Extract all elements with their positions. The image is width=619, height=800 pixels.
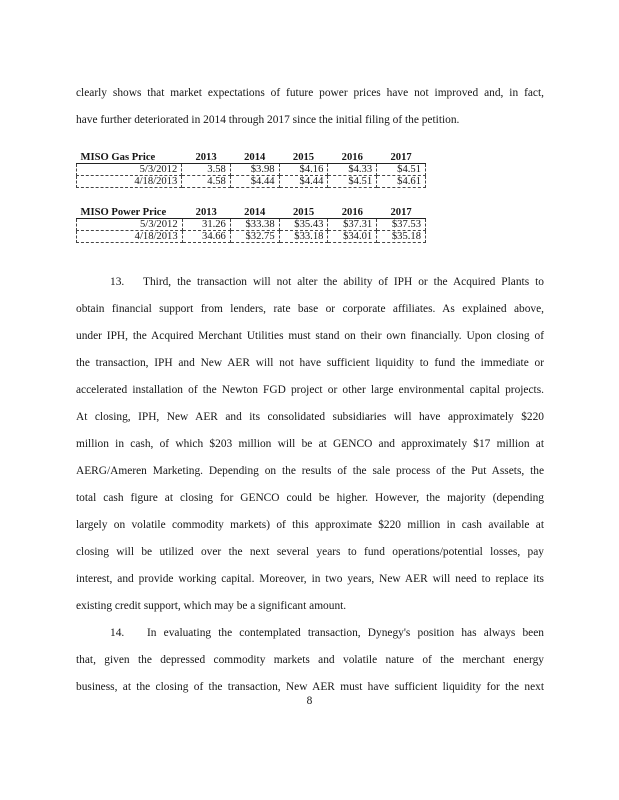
power-year: 2017: [377, 207, 426, 219]
gas-year: 2016: [328, 152, 377, 164]
power-table-title: MISO Power Price: [77, 207, 183, 219]
table-row: [77, 164, 426, 176]
para13-line-2: obtain financial support from lenders, rate base or corporate affiliates. As explained above,: [76, 303, 544, 315]
para13-line-10: largely on volatile commodity markets) of this approximate $220 million in cash available at: [76, 519, 544, 531]
intro-line-2: have further deteriorated in 2014 through 2017 since the initial filing of the petition.: [76, 114, 460, 126]
para13-text: Third, the transaction will not alter the ability of IPH or the Acquired Plants to: [143, 276, 544, 288]
cell: $35.43: [279, 219, 328, 231]
gas-year: 2015: [279, 152, 328, 164]
cell: $4.44: [230, 176, 279, 188]
cell: $4.51: [377, 164, 426, 176]
gas-year: 2013: [182, 152, 231, 164]
row-date: 4/18/2013: [77, 231, 183, 243]
para13-line-11: closing will be utilized over the next several years to fund operations/potential losses, pay: [76, 546, 544, 558]
power-year: 2013: [182, 207, 230, 219]
cell: $4.51: [328, 176, 377, 188]
para13-line-7: million in cash, of which $203 million will be at GENCO and approximately $17 million at: [76, 438, 544, 450]
page-number: 8: [306, 695, 313, 707]
paragraph-number: 14.: [110, 627, 125, 639]
para13-line-5: accelerated installation of the Newton FGD project or other large environmental capital projects.: [76, 384, 544, 396]
para13-line-3: under IPH, the Acquired Merchant Utilities must stand on their own financially. Upon closing of: [76, 330, 544, 342]
cell: 31.26: [182, 219, 230, 231]
cell: $4.33: [328, 164, 377, 176]
power-year: 2015: [279, 207, 328, 219]
power-year: 2016: [328, 207, 377, 219]
para13-line-4: the transaction, IPH and New AER will not have sufficient liquidity to fund the immediate or: [76, 357, 544, 369]
para13-line-6: At closing, IPH, New AER and its consolidated subsidiaries will have approximately $220: [76, 411, 544, 423]
cell: $34.01: [328, 231, 377, 243]
table-row: [77, 231, 426, 243]
para13-line-12: interest, and provide working capital. Moreover, in two years, New AER will need to replace its: [76, 573, 544, 585]
row-date: 4/18/2013: [77, 176, 182, 188]
cell: $37.31: [328, 219, 377, 231]
cell: 34.66: [182, 231, 230, 243]
cell: $32.75: [230, 231, 279, 243]
para14-line-2: that, given the depressed commodity markets and volatile nature of the merchant energy: [76, 654, 544, 666]
gas-price-table: [76, 152, 426, 188]
cell: $4.61: [377, 176, 426, 188]
paragraph-number: 13.: [110, 276, 125, 288]
para13-line-9: total cash figure at closing for GENCO could be higher. However, the majority (depending: [76, 492, 544, 504]
table-row: [77, 176, 426, 188]
para14-line-3: business, at the closing of the transaction, New AER must have sufficient liquidity for the next: [76, 681, 544, 693]
row-date: 5/3/2012: [77, 219, 183, 231]
row-date: 5/3/2012: [77, 164, 182, 176]
cell: $3.98: [230, 164, 279, 176]
gas-year: 2017: [377, 152, 426, 164]
intro-line-1: clearly shows that market expectations of future power prices have not improved and, in fact,: [76, 87, 544, 99]
power-price-table: [76, 207, 426, 243]
cell: $37.53: [377, 219, 426, 231]
cell: $4.16: [279, 164, 328, 176]
table-row: [77, 219, 426, 231]
para14-text: In evaluating the contemplated transaction, Dynegy's position has always been: [147, 627, 544, 639]
cell: 3.58: [182, 164, 231, 176]
power-year: 2014: [230, 207, 279, 219]
para13-line-13: existing credit support, which may be a significant amount.: [76, 600, 347, 612]
cell: $33.18: [279, 231, 328, 243]
cell: $35.18: [377, 231, 426, 243]
para13-line-1: [76, 275, 544, 289]
para13-line-8: AERG/Ameren Marketing. Depending on the results of the sale process of the Put Assets, the: [76, 465, 544, 477]
gas-year: 2014: [230, 152, 279, 164]
cell: $4.44: [279, 176, 328, 188]
para14-line-1: [76, 626, 544, 640]
gas-table-title: MISO Gas Price: [77, 152, 182, 164]
cell: 4.58: [182, 176, 231, 188]
cell: $33.38: [230, 219, 279, 231]
